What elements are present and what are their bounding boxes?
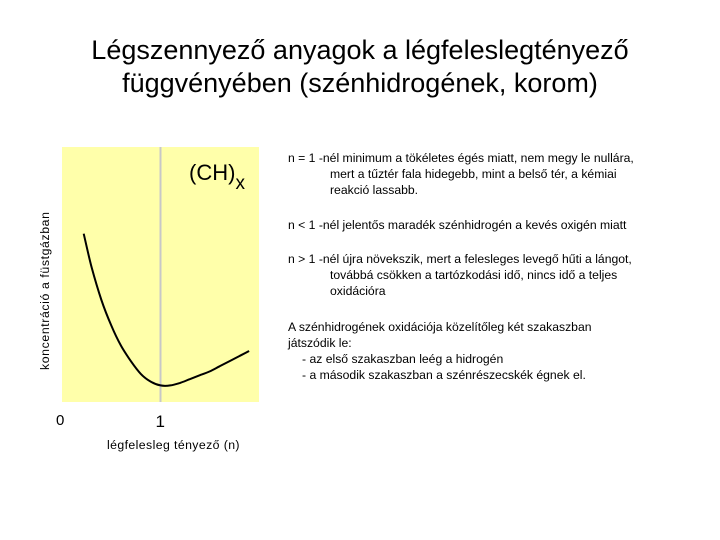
note-line: n < 1 -nél jelentős maradék szénhidrogén a kevés oxigén miatt [288,218,627,232]
note-line: játszódik le: [288,336,352,350]
chart [0,0,288,470]
curve-label-subscript: x [235,173,245,194]
note-oxidation [288,319,716,383]
note-line: n = 1 -nél minimum a tökéletes égés miatt, nem megy le nullára, [288,151,634,165]
note-n-equals-1 [288,150,716,198]
note-n-less-than-1 [288,217,716,233]
title-line-2: függvényében (szénhidrogének, korom) [122,68,598,98]
note-line: A szénhidrogének oxidációja közelítőleg két szakaszban [288,320,592,334]
note-line: oxidációra [330,284,386,298]
x-tick-label-0: 0 [56,412,65,429]
note-line: továbbá csökken a tartózkodási idő, nincs idő a teljes [330,268,618,282]
note-line: reakció lassabb. [330,183,419,197]
x-tick-label-1: 1 [155,412,165,431]
y-axis-label: koncentráció a füstgázban [38,211,52,370]
note-line: - az első szakaszban leég a hidrogén [302,352,504,366]
x-axis-label: légfelesleg tényező (n) [107,438,240,452]
title-line-1: Légszennyező anyagok a légfeleslegtényező [91,35,629,65]
note-line: mert a tűztér fala hidegebb, mint a belső tér, a kémiai [330,167,617,181]
note-line: - a második szakaszban a szénrészecskék égnek el. [302,368,586,382]
note-n-greater-than-1 [288,251,716,299]
note-line: n > 1 -nél újra növekszik, mert a felesleges levegő hűti a lángot, [288,252,632,266]
curve-label-main: (CH) [189,160,236,185]
